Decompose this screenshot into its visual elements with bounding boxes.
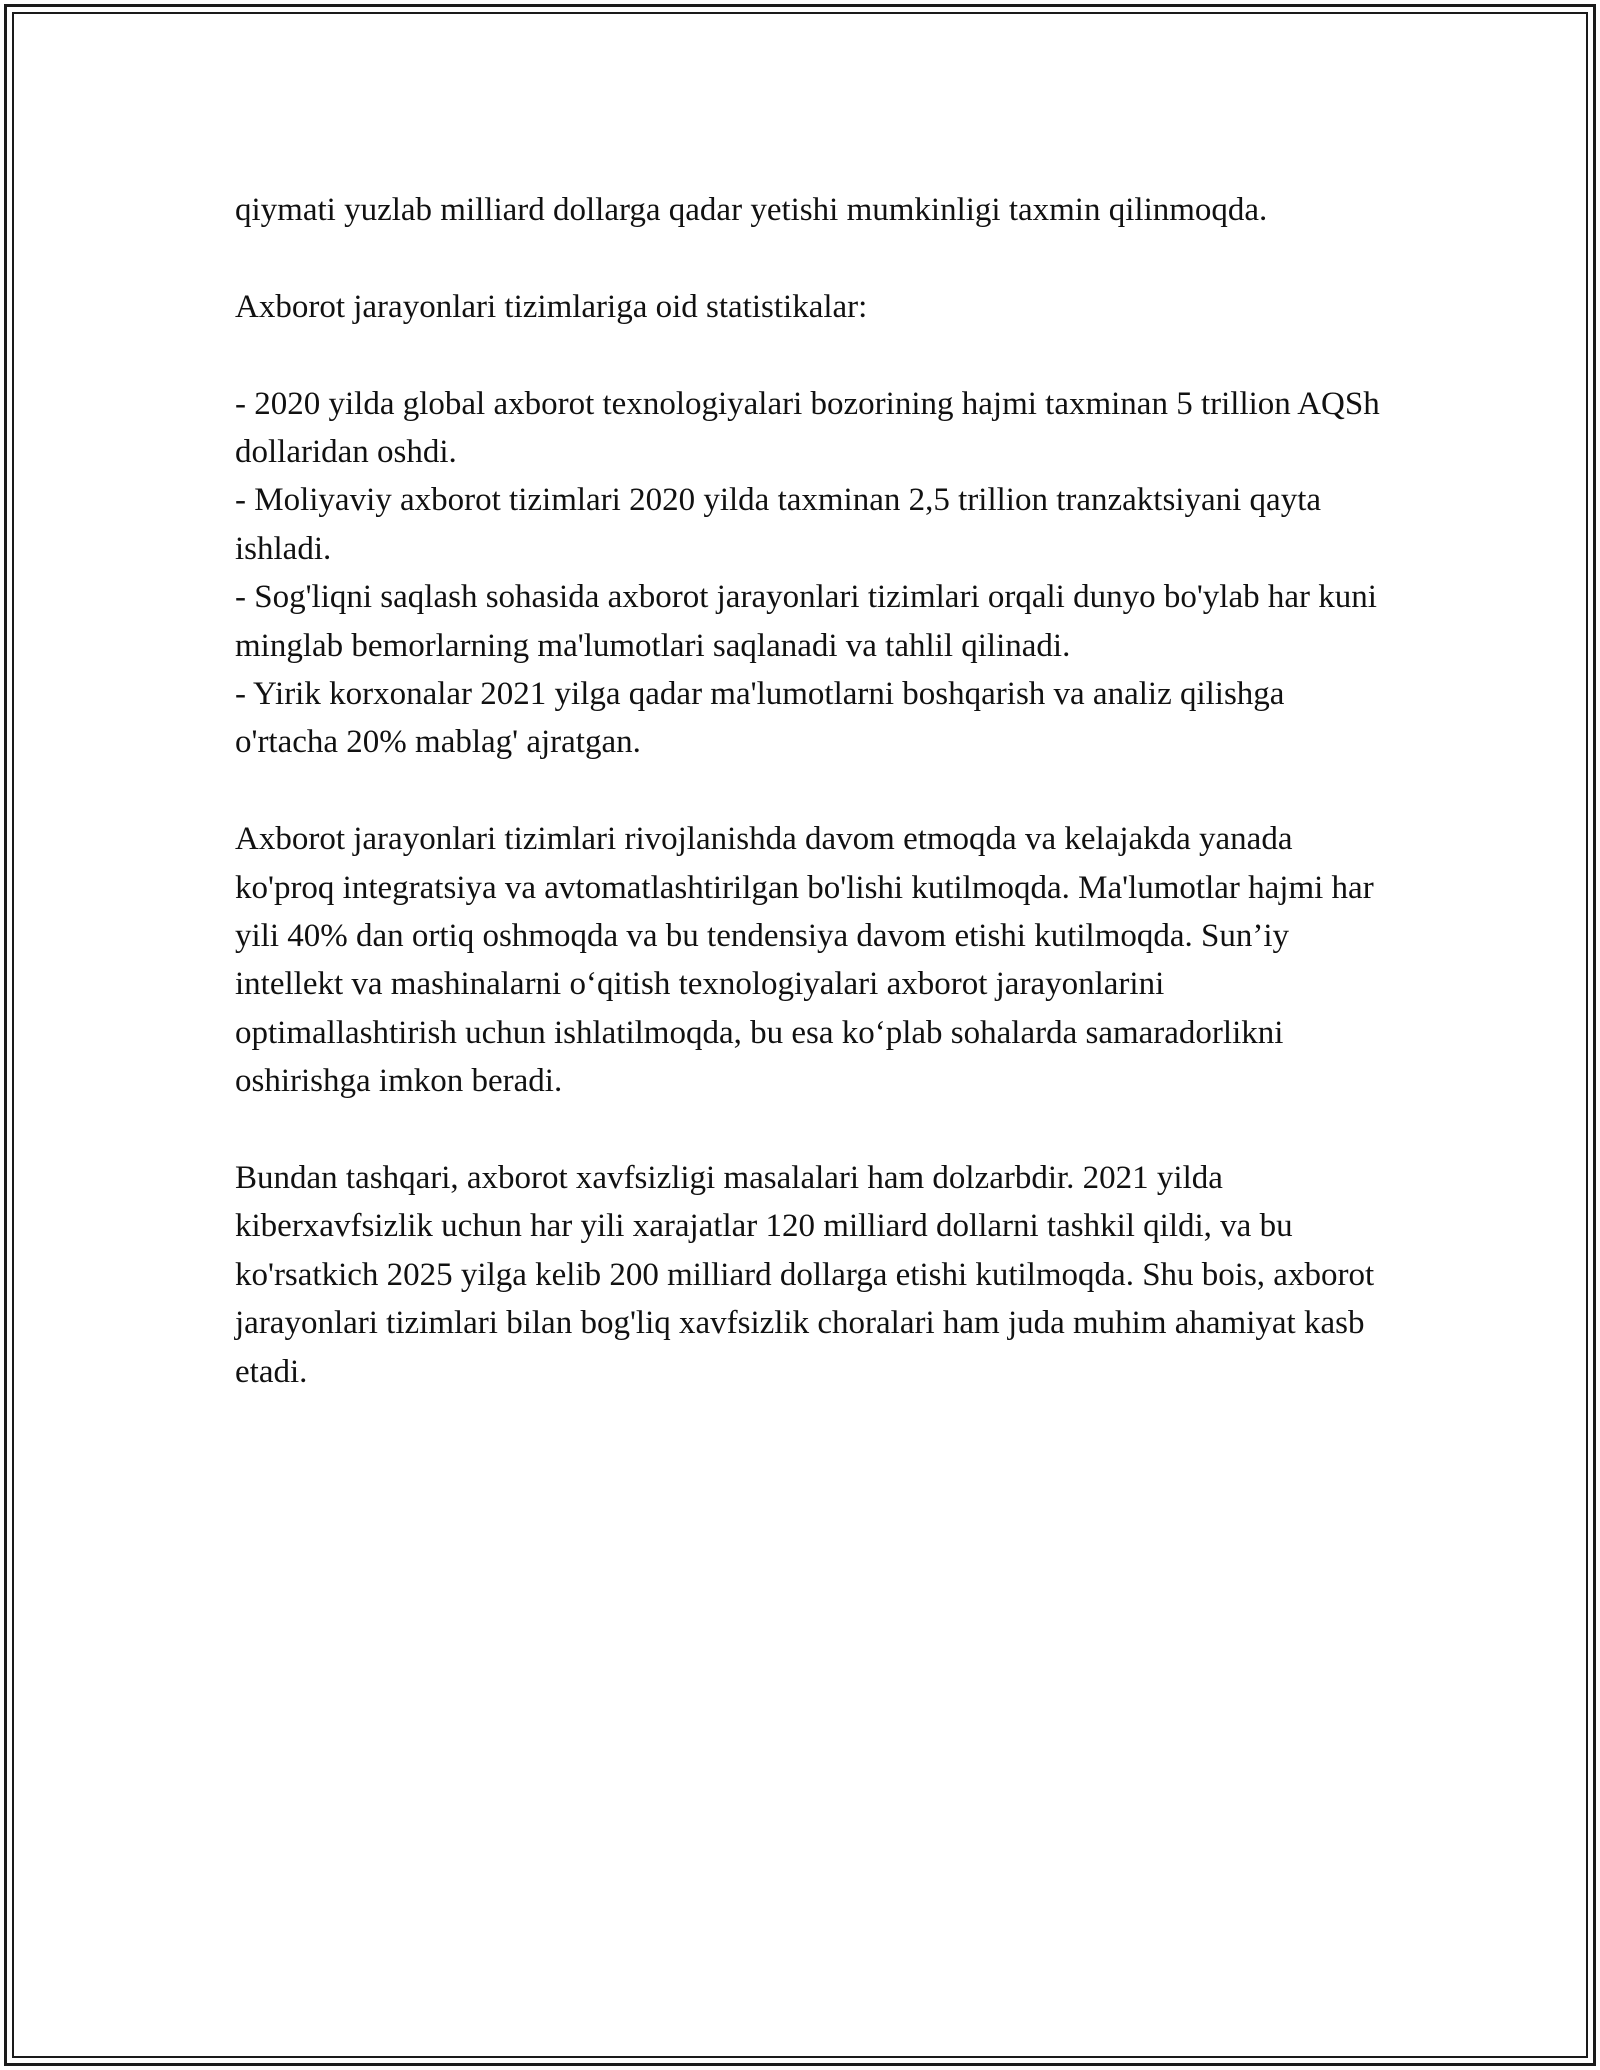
list-item: - Moliyaviy axborot tizimlari 2020 yilda taxminan 2,5 trillion tranzaktsiyani qayta ishladi. <box>235 482 1322 567</box>
stats-heading: Axborot jarayonlari tizimlariga oid statistikalar: <box>235 288 868 325</box>
list-item: - Sog'liqni saqlash sohasida axborot jarayonlari tizimlari orqali dunyo bo'ylab har kuni minglab bemorlarning ma'lumotlari saqlanadi va tahlil qilinadi. <box>235 579 1377 664</box>
list-item: - Yirik korxonalar 2021 yilga qadar ma'lumotlarni boshqarish va analiz qilishga o'rtacha 20% mablag' ajratgan. <box>235 676 1285 761</box>
outlook-paragraph: Axborot jarayonlari tizimlari rivojlanishda davom etmoqda va kelajakda yanada ko'proq integratsiya va avtomatlashtirilgan bo'lishi kutilmoqda. Ma'lumotlar hajmi har yili 40% dan ortiq oshmoqda va bu tendensiya davom etishi kutilmoqda. Sun’iy intellekt va mashinalarni o‘qitish texnologiyalari axborot jarayonlarini optimallashtirish uchun ishlatilmoqda, bu esa ko‘plab sohalarda samaradorlikni oshirishga imkon beradi. <box>235 821 1374 1100</box>
paragraph-gap <box>235 331 1385 379</box>
stats-list <box>235 380 1385 767</box>
list-item: - 2020 yilda global axborot texnologiyalari bozorining hajmi taxminan 5 trillion AQSh dollaridan oshdi. <box>235 385 1380 470</box>
paragraph-gap <box>235 767 1385 815</box>
intro-continuation-paragraph: qiymati yuzlab milliard dollarga qadar yetishi mumkinligi taxmin qilinmoqda. <box>235 192 1268 228</box>
security-paragraph: Bundan tashqari, axborot xavfsizligi masalalari ham dolzarbdir. 2021 yilda kiberxavfsizlik uchun har yili xarajatlar 120 milliard dollarni tashkil qildi, va bu ko'rsatkich 2025 yilga kelib 200 milliard dollarga etishi kutilmoqda. Shu bois, axborot jarayonlari tizimlari bilan bog'liq xavfsizlik choralari ham juda muhim ahamiyat kasb etadi. <box>235 1160 1375 1390</box>
paragraph-gap <box>235 234 1385 282</box>
document-body <box>235 186 1385 1396</box>
paragraph-gap <box>235 1106 1385 1154</box>
